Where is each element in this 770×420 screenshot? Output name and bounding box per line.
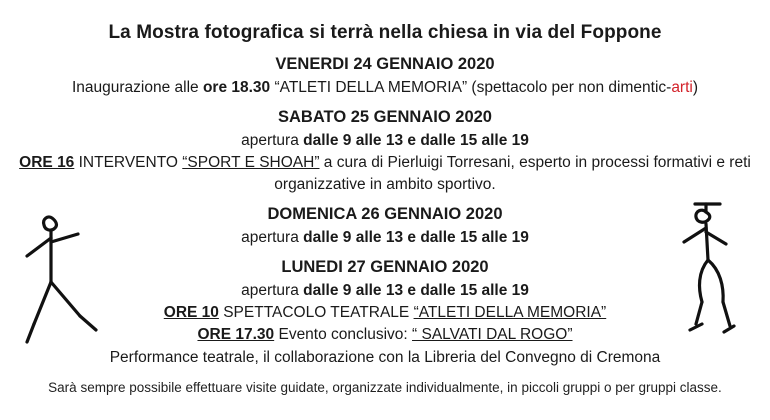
text-segment: a cura di Pierluigi Torresani, esperto in processi formativi e reti <box>319 153 751 171</box>
day-line-sabato-3 <box>0 176 770 194</box>
day-title-domenica: DOMENICA 26 GENNAIO 2020 <box>267 205 503 224</box>
text-segment-bold: dalle 9 alle 13 e dalle 15 alle 19 <box>303 281 529 299</box>
day-line-venerdi-1 <box>0 79 770 97</box>
text-segment-bold: ore 18.30 <box>202 78 271 96</box>
day-title-sabato: SABATO 25 GENNAIO 2020 <box>278 108 492 127</box>
text-segment-time: ORE 17.30 <box>197 326 275 344</box>
day-title-lunedi: LUNEDI 27 GENNAIO 2020 <box>281 258 489 277</box>
text-segment-highlight: arti <box>671 78 693 96</box>
day-line-sabato-2 <box>0 154 770 172</box>
text-segment-underline: “ SALVATI DAL ROGO” <box>412 326 573 344</box>
text-segment: “ATLETI DELLA MEMORIA” (spettacolo per non dimentic- <box>270 78 672 96</box>
text-segment-underline: “SPORT E SHOAH” <box>182 153 320 171</box>
text-segment: apertura <box>241 281 304 299</box>
text-segment-time: ORE 10 <box>163 303 219 321</box>
text-segment-time: ORE 16 <box>19 153 75 171</box>
day-title-venerdi: VENERDI 24 GENNAIO 2020 <box>275 55 495 74</box>
text-segment-underline: “ATLETI DELLA MEMORIA” <box>413 303 607 321</box>
page-title: La Mostra fotografica si terrà nella chiesa in via del Foppone <box>108 22 662 43</box>
text-segment: Evento conclusivo: <box>274 326 413 344</box>
text-segment: apertura <box>241 131 304 149</box>
text-segment: organizzative in ambito sportivo. <box>274 176 496 194</box>
text-segment: apertura <box>241 228 304 246</box>
text-segment-bold: dalle 9 alle 13 e dalle 15 alle 19 <box>303 131 529 149</box>
day-line-lunedi-2 <box>0 304 770 322</box>
day-line-lunedi-1 <box>0 282 770 300</box>
text-segment: SPETTACOLO TEATRALE <box>218 303 414 321</box>
text-segment: INTERVENTO <box>74 153 183 171</box>
text-segment: Inaugurazione alle <box>71 78 203 96</box>
closing-line: Performance teatrale, il collaborazione con la Libreria del Convegno di Cremona <box>109 348 661 366</box>
footer-note: Sarà sempre possibile effettuare visite guidate, organizzate individualmente, in piccoli gruppi o per gruppi classe. <box>48 379 722 395</box>
day-line-domenica-1 <box>0 229 770 247</box>
day-line-sabato-1 <box>0 132 770 150</box>
text-segment: ) <box>692 78 699 96</box>
day-line-lunedi-3 <box>0 326 770 344</box>
text-segment-bold: dalle 9 alle 13 e dalle 15 alle 19 <box>303 228 529 246</box>
